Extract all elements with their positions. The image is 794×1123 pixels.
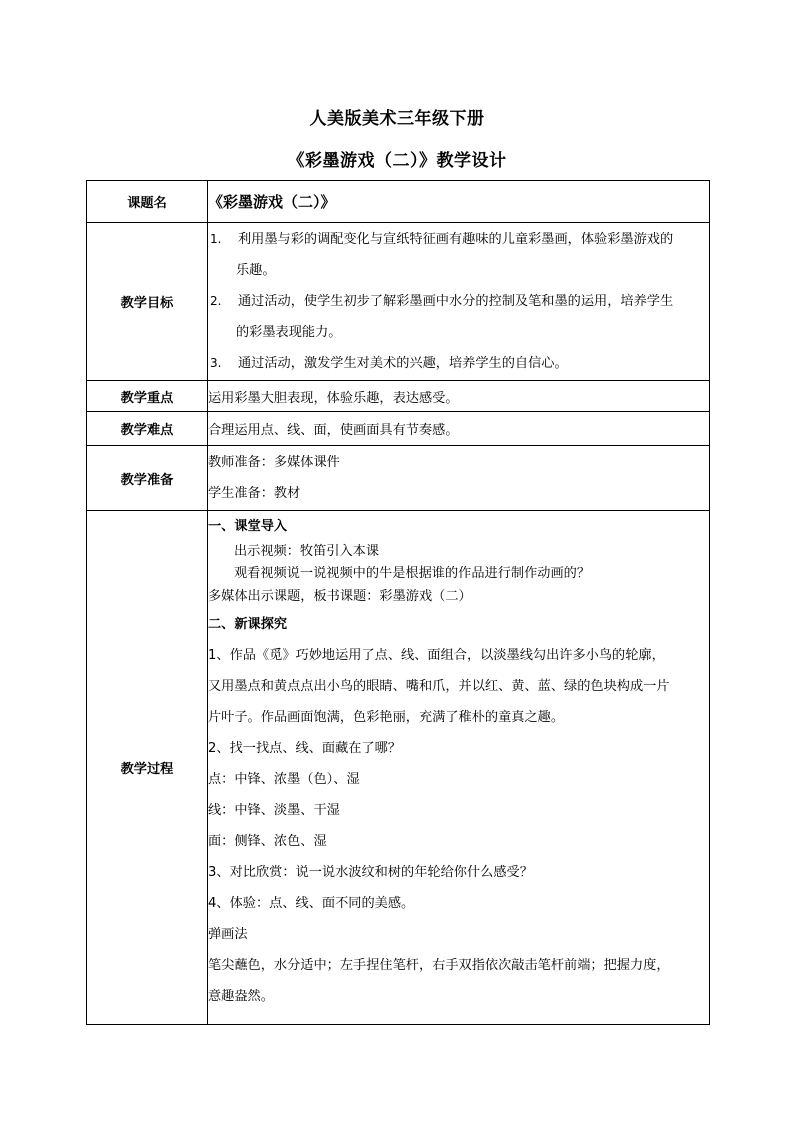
explore-p4: 4、体验：点、线、面不同的美感。: [208, 896, 415, 911]
explore-p2-plane: 面：侧锋、浓色、湿: [208, 834, 327, 849]
goals-content: [208, 223, 710, 381]
process-content: [208, 511, 710, 1025]
explore-p3: 3、对比欣赏：说一说水波纹和树的年轮给你什么感受？: [208, 865, 533, 880]
goal-item-2: 2. 通过活动，使学生初步了解彩墨画中水分的控制及笔和墨的运用，培养学生: [210, 294, 674, 309]
preparation-label: 教学准备: [87, 446, 208, 511]
goal-item-2-cont: 的彩墨表现能力。: [236, 325, 342, 340]
intro-line-3: 多媒体出示课题，板书课题：彩墨游戏（二）: [208, 589, 472, 604]
document-subtitle: 《彩墨游戏（二）》教学设计: [287, 151, 507, 171]
key-points-row: [87, 381, 710, 412]
explore-p1-line-3: 片叶子。作品画面饱满，色彩艳丽，充满了稚朴的童真之趣。: [208, 710, 565, 725]
lesson-plan-table: [86, 180, 710, 1025]
explore-p6-line-1: 笔尖蘸色，水分适中；左手捏住笔杆，右手双指依次敲击笔杆前端；把握力度，: [208, 958, 670, 973]
preparation-content: [208, 446, 710, 511]
preparation-row: [87, 446, 710, 511]
difficulties-value: 合理运用点、线、面，使画面具有节奏感。: [208, 412, 710, 446]
document-title: 人美版美术三年级下册: [309, 109, 485, 129]
intro-line-2: 观看视频说一说视频中的牛是根据谁的作品进行制作动画的？: [234, 566, 591, 581]
student-preparation: 学生准备：教材: [208, 486, 301, 501]
difficulties-label: 教学难点: [87, 412, 208, 446]
explore-p5: 弹画法: [208, 927, 248, 942]
difficulties-row: [87, 412, 710, 446]
topic-row: [87, 181, 710, 223]
goals-row: [87, 223, 710, 381]
process-row: [87, 511, 710, 1025]
topic-label: 课题名: [87, 181, 208, 223]
explore-p2: 2、找一找点、线、面藏在了哪？: [208, 741, 402, 756]
intro-line-1: 出示视频：牧笛引入本课: [234, 544, 380, 559]
key-points-label: 教学重点: [87, 381, 208, 412]
section-intro-title: 一、课堂导入: [208, 519, 288, 534]
explore-p2-dot: 点：中锋、浓墨（色）、湿: [208, 772, 360, 787]
explore-p6-line-2: 意趣盎然。: [208, 989, 274, 1004]
explore-p1-line-1: 1、作品《觅》巧妙地运用了点、线、面组合，以淡墨线勾出许多小鸟的轮廓，: [208, 648, 665, 663]
explore-p1-line-2: 又用墨点和黄点点出小鸟的眼睛、嘴和爪，并以红、黄、蓝、绿的色块构成一片: [208, 679, 670, 694]
explore-p2-line: 线：中锋、淡墨、干湿: [208, 803, 340, 818]
topic-value: 《彩墨游戏（二）》: [208, 181, 710, 223]
goal-item-1-cont: 乐趣。: [236, 263, 276, 278]
goal-item-3: 3. 通过活动，激发学生对美术的兴趣，培养学生的自信心。: [210, 356, 568, 371]
goals-label: 教学目标: [87, 223, 208, 381]
teacher-preparation: 教师准备：多媒体课件: [208, 455, 340, 470]
process-label: 教学过程: [87, 511, 208, 1025]
goal-item-1: 1. 利用墨与彩的调配变化与宣纸特征画有趣味的儿童彩墨画，体验彩墨游戏的: [210, 232, 674, 247]
section-explore-title: 二、新课探究: [208, 617, 288, 632]
key-points-value: 运用彩墨大胆表现，体验乐趣，表达感受。: [208, 381, 710, 412]
